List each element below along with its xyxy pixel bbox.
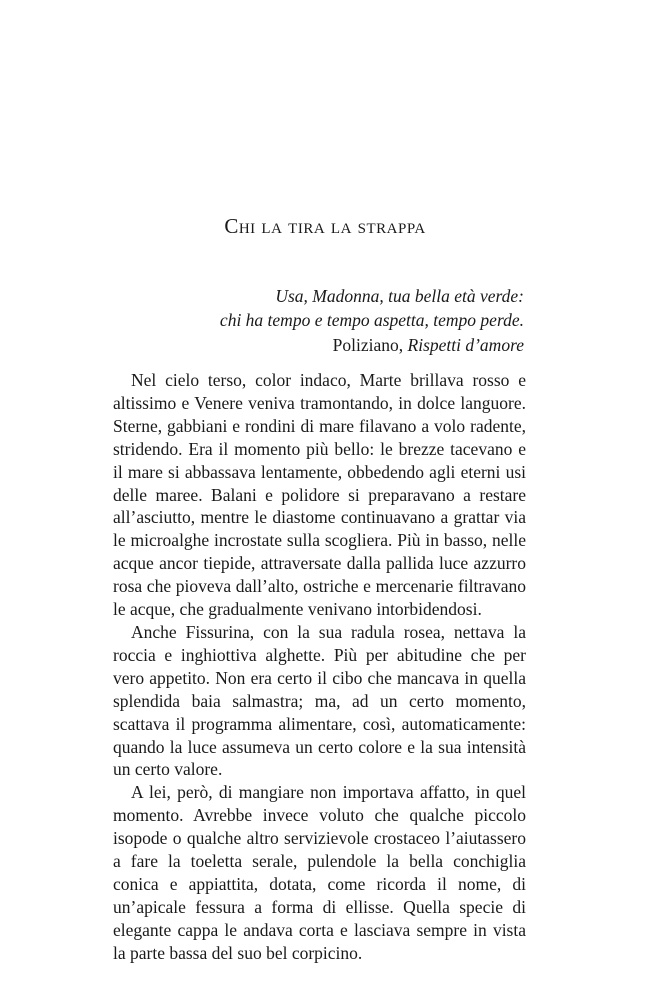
body-text bbox=[113, 369, 526, 965]
epigraph bbox=[220, 284, 524, 357]
paragraph-2: Anche Fissurina, con la sua radula rosea, nettava la roccia e inghiottiva alghette. Più per abitudine che per vero appetito. Non era certo il cibo che mancava in quella splendida baia salmastra; ma, ad un certo momento, scattava il programma alimentare, così, automaticamente: quando la luce assumeva un certo colore e la sua intensità un certo valore. bbox=[113, 621, 526, 780]
paragraph-1: Nel cielo terso, color indaco, Marte brillava rosso e altissimo e Venere veniva tramontando, in dolce languore. Sterne, gabbiani e rondini di mare filavano a volo radente, stridendo. Era il momento più bello: le brezze tacevano e il mare si abbassava lentamente, obbedendo agli eterni usi delle maree. Balani e polidore si preparavano a restare all’asciutto, mentre le diastome continuavano a grattar via le microalghe incrostate sulla scogliera. Più in basso, nelle acque ancor tiepide, attraversate dalla pallida luce azzurro rosa che pioveva dall’alto, ostriche e mercenarie filtravano le acque, che gradualmente venivano intorbidendosi. bbox=[113, 370, 526, 620]
chapter-title: Chi la tira la strappa bbox=[224, 214, 426, 238]
epigraph-line-2: chi ha tempo e tempo aspetta, tempo perde. bbox=[219, 310, 524, 330]
epigraph-work: Rispetti d’amore bbox=[407, 335, 524, 355]
paragraph-3: A lei, però, di mangiare non importava affatto, in quel momento. Avrebbe invece voluto che qualche piccolo isopode o qualche altro servizievole crostaceo l’aiutassero a fare la toeletta serale, pulendole la bella conchiglia conica e appiattita, dotata, come ricorda il nome, di un’apicale fessura a forma di ellisse. Quella specie di elegante cappa le andava corta e lasciava sempre in vista la parte bassa del suo bel corpicino. bbox=[113, 782, 526, 963]
epigraph-attribution bbox=[220, 333, 524, 357]
epigraph-line-1: Usa, Madonna, tua bella età verde: bbox=[275, 286, 524, 306]
epigraph-author: Poliziano, bbox=[332, 335, 404, 355]
